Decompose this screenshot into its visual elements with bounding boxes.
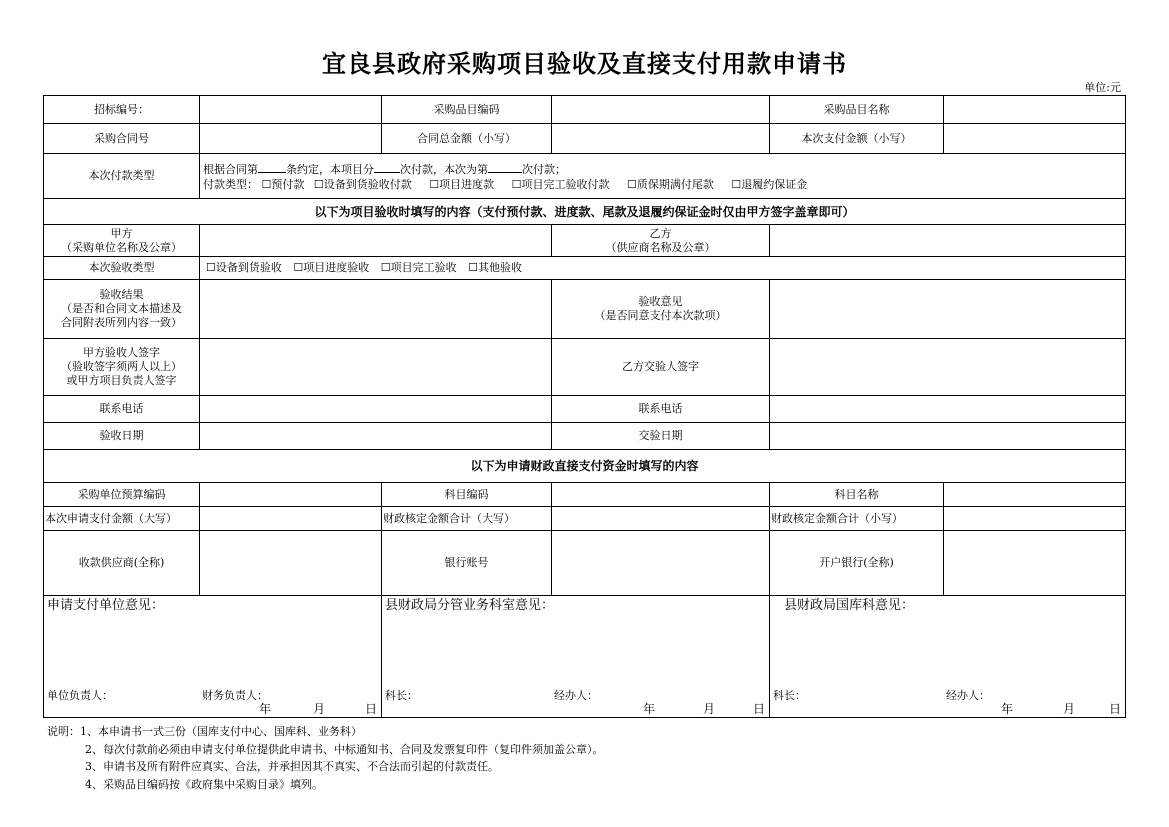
bank-account-field[interactable] — [552, 531, 770, 596]
approved-amount-upper-label: 财政核定金额合计（大写） — [382, 507, 552, 531]
payment-type-content — [200, 154, 1126, 199]
row-acceptance-type — [44, 257, 1126, 280]
party-b-phone-field[interactable] — [770, 396, 1126, 423]
party-a-title: 甲方 — [110, 226, 133, 240]
party-b-label — [552, 225, 770, 257]
party-b-signature-label: 乙方交验人签字 — [552, 339, 770, 396]
applicant-opinion-title: 申请支付单位意见： — [47, 598, 165, 613]
acceptance-result-field[interactable] — [200, 280, 552, 339]
item-code-label: 采购品目编码 — [382, 96, 552, 124]
bureau-handler-label: 经办人： — [554, 689, 598, 702]
party-a-signature-field[interactable] — [200, 339, 552, 396]
party-b-signature-field[interactable] — [770, 339, 1126, 396]
acceptance-date-field[interactable] — [200, 423, 552, 450]
note-1: 说明：1、本申请书一式三份（国库支付中心、国库科、业务科） — [47, 725, 362, 738]
payment-clause-text-c: 次付款，本次为第 — [400, 162, 488, 176]
row-bid-info — [44, 96, 1126, 124]
notes — [47, 723, 604, 793]
item-name-field[interactable] — [944, 96, 1126, 124]
bank-account-label: 银行账号 — [382, 531, 552, 596]
checkbox-advance-payment[interactable]: ☐预付款 — [261, 177, 305, 191]
bid-no-label: 招标编号： — [44, 96, 200, 124]
party-b-phone-label: 联系电话 — [552, 396, 770, 423]
bureau-date-month: 月 — [703, 702, 716, 716]
checkbox-refund-deposit[interactable]: ☐退履约保证金 — [731, 177, 808, 191]
delivery-date-field[interactable] — [770, 423, 1126, 450]
applicant-date — [259, 702, 381, 716]
bureau-opinion-title: 县财政局分管业务科室意见： — [385, 598, 555, 613]
applicant-date-day: 日 — [365, 702, 378, 716]
party-b-field[interactable] — [770, 225, 1126, 257]
payee-supplier-field[interactable] — [200, 531, 382, 596]
row-opinions — [44, 596, 1126, 718]
acceptance-result-note1: （是否和合同文本描述及 — [61, 302, 182, 315]
note-2: 2、每次付款前必须由申请支付单位提供此申请书、中标通知书、合同及发票复印件（复印件须加盖公章）。 — [85, 742, 604, 756]
row-signatures — [44, 339, 1126, 396]
bureau-date-day: 日 — [753, 702, 766, 716]
row-amounts — [44, 507, 1126, 531]
treasury-date-month: 月 — [1063, 702, 1076, 716]
row-contract-info — [44, 124, 1126, 154]
row-parties — [44, 225, 1126, 257]
form-title: 宜良县政府采购项目验收及直接支付用款申请书 — [322, 50, 847, 78]
treasury-opinion-box[interactable] — [770, 596, 1126, 718]
acceptance-type-options — [200, 257, 1126, 280]
bureau-opinion-box[interactable] — [382, 596, 770, 718]
installment-index-blank[interactable] — [488, 161, 522, 173]
acceptance-opinion-title: 验收意见 — [638, 295, 683, 308]
treasury-handler-label: 经办人： — [946, 689, 990, 702]
checkbox-equipment-acceptance[interactable]: ☐设备到货验收 — [206, 261, 282, 274]
row-section-acceptance — [44, 199, 1126, 225]
payment-type-label: 本次付款类型 — [44, 154, 200, 199]
row-budget — [44, 483, 1126, 507]
checkbox-equipment-arrival[interactable]: ☐设备到货验收付款 — [313, 177, 412, 191]
checkbox-warranty-final[interactable]: ☐质保期满付尾款 — [627, 177, 714, 191]
bid-no-field[interactable] — [200, 96, 382, 124]
treasury-date-year: 年 — [1001, 702, 1014, 716]
applicant-date-month: 月 — [313, 702, 326, 716]
checkbox-completion-acceptance[interactable]: ☐项目完工验收 — [380, 261, 457, 274]
subject-code-field[interactable] — [552, 483, 770, 507]
delivery-date-label: 交验日期 — [552, 423, 770, 450]
approved-amount-lower-field[interactable] — [944, 507, 1126, 531]
row-phone — [44, 396, 1126, 423]
subject-code-label: 科目编码 — [382, 483, 552, 507]
checkbox-completion-payment[interactable]: ☐项目完工验收付款 — [511, 177, 610, 191]
party-a-note: （采购单位名称及公章） — [61, 240, 182, 254]
row-payee — [44, 531, 1126, 596]
payment-clause-text-b: 条约定，本项目分 — [286, 162, 374, 176]
bank-name-field[interactable] — [944, 531, 1126, 596]
application-form-table — [43, 95, 1126, 718]
acceptance-result-note2: 合同附表所列内容一致） — [61, 316, 182, 329]
item-name-label: 采购品目名称 — [770, 96, 944, 124]
note-3: 3、申请书及所有附件应真实、合法，并承担因其不真实、不合法而引起的付款责任。 — [85, 760, 499, 773]
subject-name-field[interactable] — [944, 483, 1126, 507]
party-a-signature-note1: （验收签字须两人以上） — [61, 360, 182, 373]
bureau-date-year: 年 — [643, 702, 656, 716]
payment-clause-text-d: 次付款； — [522, 162, 566, 176]
unit-label: 单位:元 — [1084, 81, 1121, 94]
party-a-field[interactable] — [200, 225, 552, 257]
clause-number-blank[interactable] — [258, 161, 286, 173]
payment-clause-text-a: 根据合同第 — [203, 162, 258, 176]
treasury-chief-label: 科长： — [773, 689, 806, 702]
acceptance-date-label: 验收日期 — [44, 423, 200, 450]
row-payment-type — [44, 154, 1126, 199]
treasury-date — [1001, 702, 1125, 716]
party-a-signature-note2: 或甲方项目负责人签字 — [66, 374, 177, 387]
payment-type-prefix: 付款类型： — [203, 177, 258, 191]
acceptance-opinion-label — [552, 280, 770, 339]
this-amount-label: 本次支付金额（小写） — [770, 124, 944, 154]
applicant-date-year: 年 — [259, 702, 272, 716]
party-a-phone-field[interactable] — [200, 396, 552, 423]
treasury-opinion-title: 县财政局国库科意见： — [784, 598, 915, 613]
row-dates — [44, 423, 1126, 450]
payee-supplier-label: 收款供应商(全称) — [44, 531, 200, 596]
contract-no-label: 采购合同号 — [44, 124, 200, 154]
party-a-label — [44, 225, 200, 257]
note-4: 4、采购品目编码按《政府集中采购目录》填列。 — [85, 777, 323, 791]
apply-amount-upper-field[interactable] — [200, 507, 382, 531]
subject-name-label: 科目名称 — [770, 483, 944, 507]
section-acceptance-heading: 以下为项目验收时填写的内容（支付预付款、进度款、尾款及退履约保证金时仅由甲方签字盖章即可） — [44, 199, 1126, 225]
contract-total-field[interactable] — [552, 124, 770, 154]
installment-count-blank[interactable] — [374, 161, 400, 173]
budget-code-field[interactable] — [200, 483, 382, 507]
budget-code-label: 采购单位预算编码 — [44, 483, 200, 507]
checkbox-progress-acceptance[interactable]: ☐项目进度验收 — [293, 261, 370, 274]
checkbox-progress-payment[interactable]: ☐项目进度款 — [429, 177, 495, 191]
applicant-finance-label: 财务负责人： — [202, 689, 268, 702]
approved-amount-upper-field[interactable] — [552, 507, 770, 531]
checkbox-other-acceptance[interactable]: ☐其他验收 — [468, 261, 522, 274]
party-b-note: （供应商名称及公章） — [605, 240, 716, 254]
party-a-phone-label: 联系电话 — [44, 396, 200, 423]
this-amount-field[interactable] — [944, 124, 1126, 154]
contract-total-label: 合同总金额（小写） — [382, 124, 552, 154]
approved-amount-lower-label: 财政核定金额合计（小写） — [770, 507, 944, 531]
acceptance-opinion-field[interactable] — [770, 280, 1126, 339]
party-a-signature-title: 甲方验收人签字 — [83, 346, 160, 359]
acceptance-result-label — [44, 280, 200, 339]
acceptance-result-title: 验收结果 — [99, 288, 144, 301]
party-b-title: 乙方 — [649, 226, 672, 240]
applicant-head-label: 单位负责人： — [47, 689, 113, 702]
row-section-payment — [44, 450, 1126, 483]
apply-amount-upper-label: 本次申请支付金额（大写） — [44, 507, 200, 531]
item-code-field[interactable] — [552, 96, 770, 124]
row-acceptance-result — [44, 280, 1126, 339]
acceptance-type-label: 本次验收类型 — [44, 257, 200, 280]
party-a-signature-label — [44, 339, 200, 396]
contract-no-field[interactable] — [200, 124, 382, 154]
bureau-date — [643, 702, 769, 716]
bank-name-label: 开户银行(全称) — [770, 531, 944, 596]
applicant-opinion-box[interactable] — [44, 596, 382, 718]
acceptance-opinion-note: （是否同意支付本次款项） — [594, 309, 727, 322]
bureau-chief-label: 科长： — [385, 689, 418, 702]
treasury-date-day: 日 — [1109, 702, 1122, 716]
section-payment-heading: 以下为申请财政直接支付资金时填写的内容 — [44, 450, 1126, 483]
